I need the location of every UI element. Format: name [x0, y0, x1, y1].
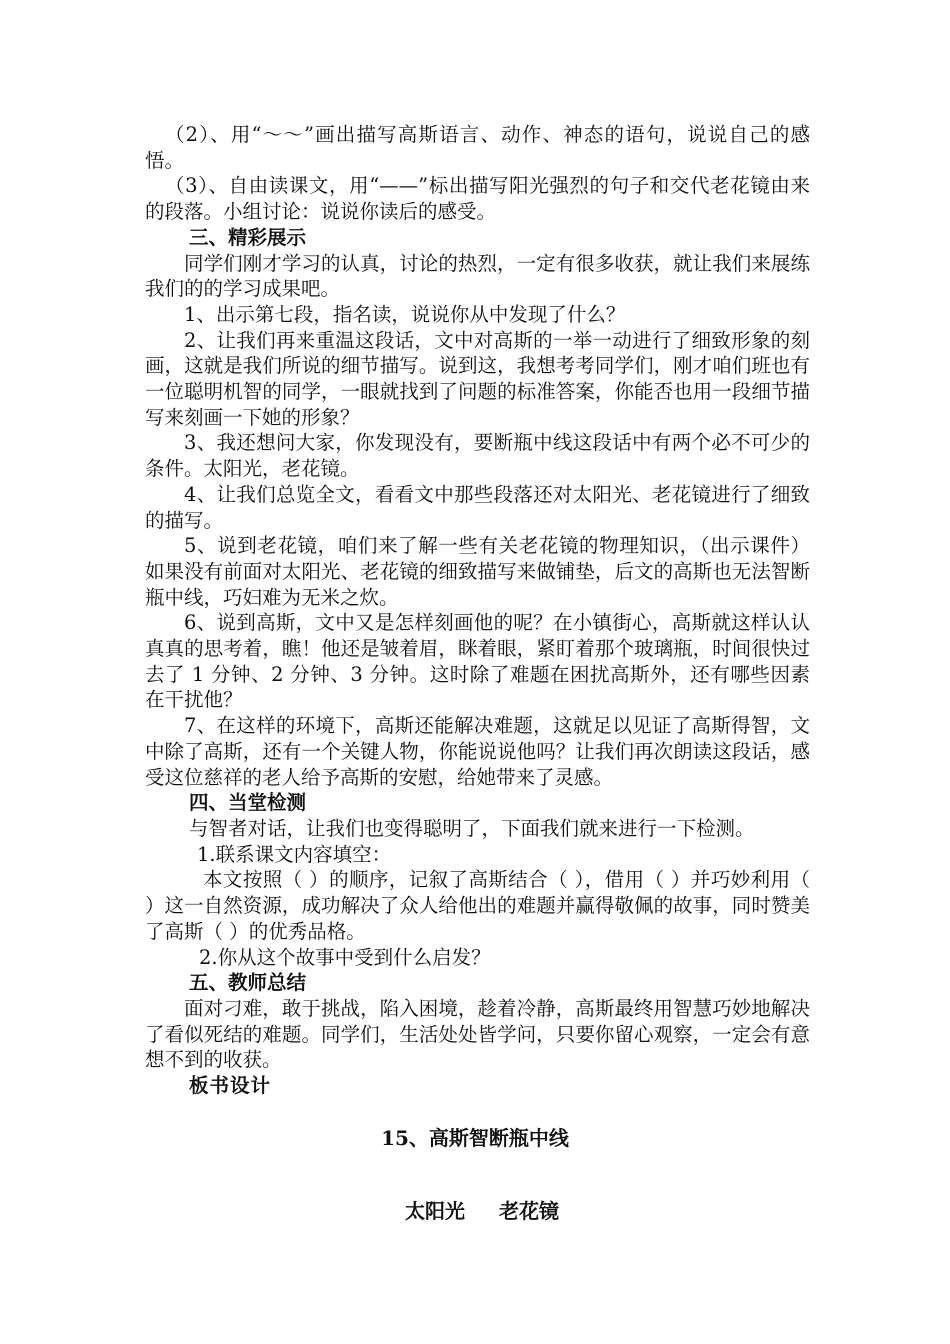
paragraph-item-4: 4、让我们总览全文，看看文中那些段落还对太阳光、老花镜进行了细致的描写。	[145, 482, 810, 532]
section-heading-summary: 五、教师总结	[189, 971, 307, 995]
paragraph-item-6: 6、说到高斯，文中又是怎样刻画他的呢？在小镇街心，高斯就这样认认真真的思考着，瞧！他还是皱着眉，眯着眼，紧盯着那个玻璃瓶，时间很快过去了 1 分钟、2 分钟、3 分钟。这时除了难题在困扰高斯外，还有哪些因素在干扰他？	[145, 611, 810, 712]
board-title: 15、高斯智断瓶中线	[381, 1126, 569, 1150]
paragraph-item-1: 1、出示第七段，指名读，说说你从中发现了什么？	[184, 302, 626, 326]
board-word-glasses: 老花镜	[499, 1199, 559, 1223]
section-heading-showcase: 三、精彩展示	[189, 225, 307, 249]
board-keywords	[405, 1195, 559, 1224]
paragraph-item-3: 3、我还想问大家，你发现没有，要断瓶中线这段话中有两个必不可少的条件。太阳光，老花镜。	[145, 431, 810, 481]
paragraph-item-5: 5、说到老花镜，咱们来了解一些有关老花镜的物理知识，（出示课件）如果没有前面对太阳光、老花镜的细致描写来做铺垫，后文的高斯也无法智断瓶中线，巧妇难为无米之炊。	[145, 534, 810, 609]
paragraph-item-2: 2、让我们再来重温这段话，文中对高斯的一举一动进行了细致形象的刻画，这就是我们所说的细节描写。说到这，我想考考同学们，刚才咱们班也有一位聪明机智的同学，一眼就找到了问题的标准答案，你能否也用一段细节描写来刻画一下她的形象？	[145, 328, 810, 429]
question-1: 1.联系课文内容填空：	[197, 842, 392, 866]
section-heading-test: 四、当堂检测	[189, 791, 307, 815]
paragraph-step-2: （2）、用“～～”画出描写高斯语言、动作、神态的语句，说说自己的感悟。	[145, 123, 810, 172]
board-design-label: 板书设计	[189, 1074, 272, 1097]
question-2: 2.你从这个故事中受到什么启发？	[199, 945, 491, 969]
document-body	[145, 122, 810, 1073]
paragraph-showcase-intro: 同学们刚才学习的认真，讨论的热烈，一定有很多收获，就让我们来展练我们的的学习成果吧。	[145, 251, 810, 301]
board-word-sunlight: 太阳光	[405, 1199, 465, 1223]
paragraph-item-7: 7、在这样的环境下，高斯还能解决难题，这就足以见证了高斯得智，文中除了高斯，还有一个关键人物，你能说说他吗？让我们再次朗读这段话，感受这位慈祥的老人给予高斯的安慰，给她带来了灵感。	[145, 714, 810, 789]
paragraph-test-intro: 与智者对话，让我们也变得聪明了，下面我们就来进行一下检测。	[189, 816, 755, 840]
paragraph-summary: 面对刁难，敢于挑战，陷入困境，趁着冷静，高斯最终用智慧巧妙地解决了看似死结的难题。同学们，生活处处皆学问，只要你留心观察，一定会有意想不到的收获。	[145, 996, 810, 1072]
paragraph-step-3: （3）、自由读课文，用“——”标出描写阳光强烈的句子和交代老花镜由来的段落。小组讨论：说说你读后的感受。	[145, 174, 810, 224]
fill-in-blank: 本文按照（ ）的顺序，记叙了高斯结合（ ），借用（ ）并巧妙利用（ ）这一自然资源，成功解决了众人给他出的难题并赢得敬佩的故事，同时赞美了高斯（ ）的优秀品格。	[145, 868, 810, 943]
